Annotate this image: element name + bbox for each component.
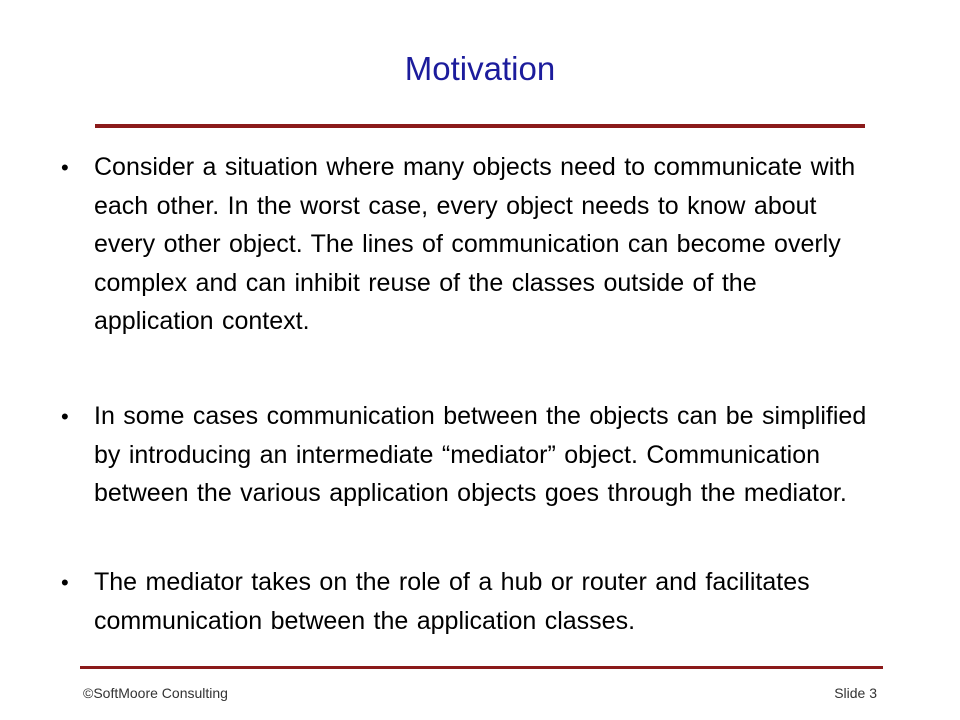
slide-number: Slide 3	[834, 685, 877, 701]
title-divider	[95, 124, 865, 128]
bullet-dot-icon: •	[61, 570, 69, 595]
bullet-text: The mediator takes on the role of a hub or router and facilitates communication between the application classes.	[94, 568, 810, 635]
slide-title: Motivation	[404, 50, 556, 87]
footer-divider	[80, 666, 883, 669]
bullet-text: In some cases communication between the objects can be simplified by introducing an intermediate “mediator” object. Communication between the various application objects goes through the mediator.	[94, 402, 867, 507]
bullet-text: Consider a situation where many objects need to communicate with each other. In the worst case, every object needs to know about every other object. The lines of communication can become overly complex and can inhibit reuse of the classes outside of the application context.	[94, 153, 856, 335]
bullet-dot-icon: •	[61, 155, 69, 180]
bullet-dot-icon: •	[61, 404, 69, 429]
footer-copyright: ©SoftMoore Consulting	[83, 685, 228, 701]
